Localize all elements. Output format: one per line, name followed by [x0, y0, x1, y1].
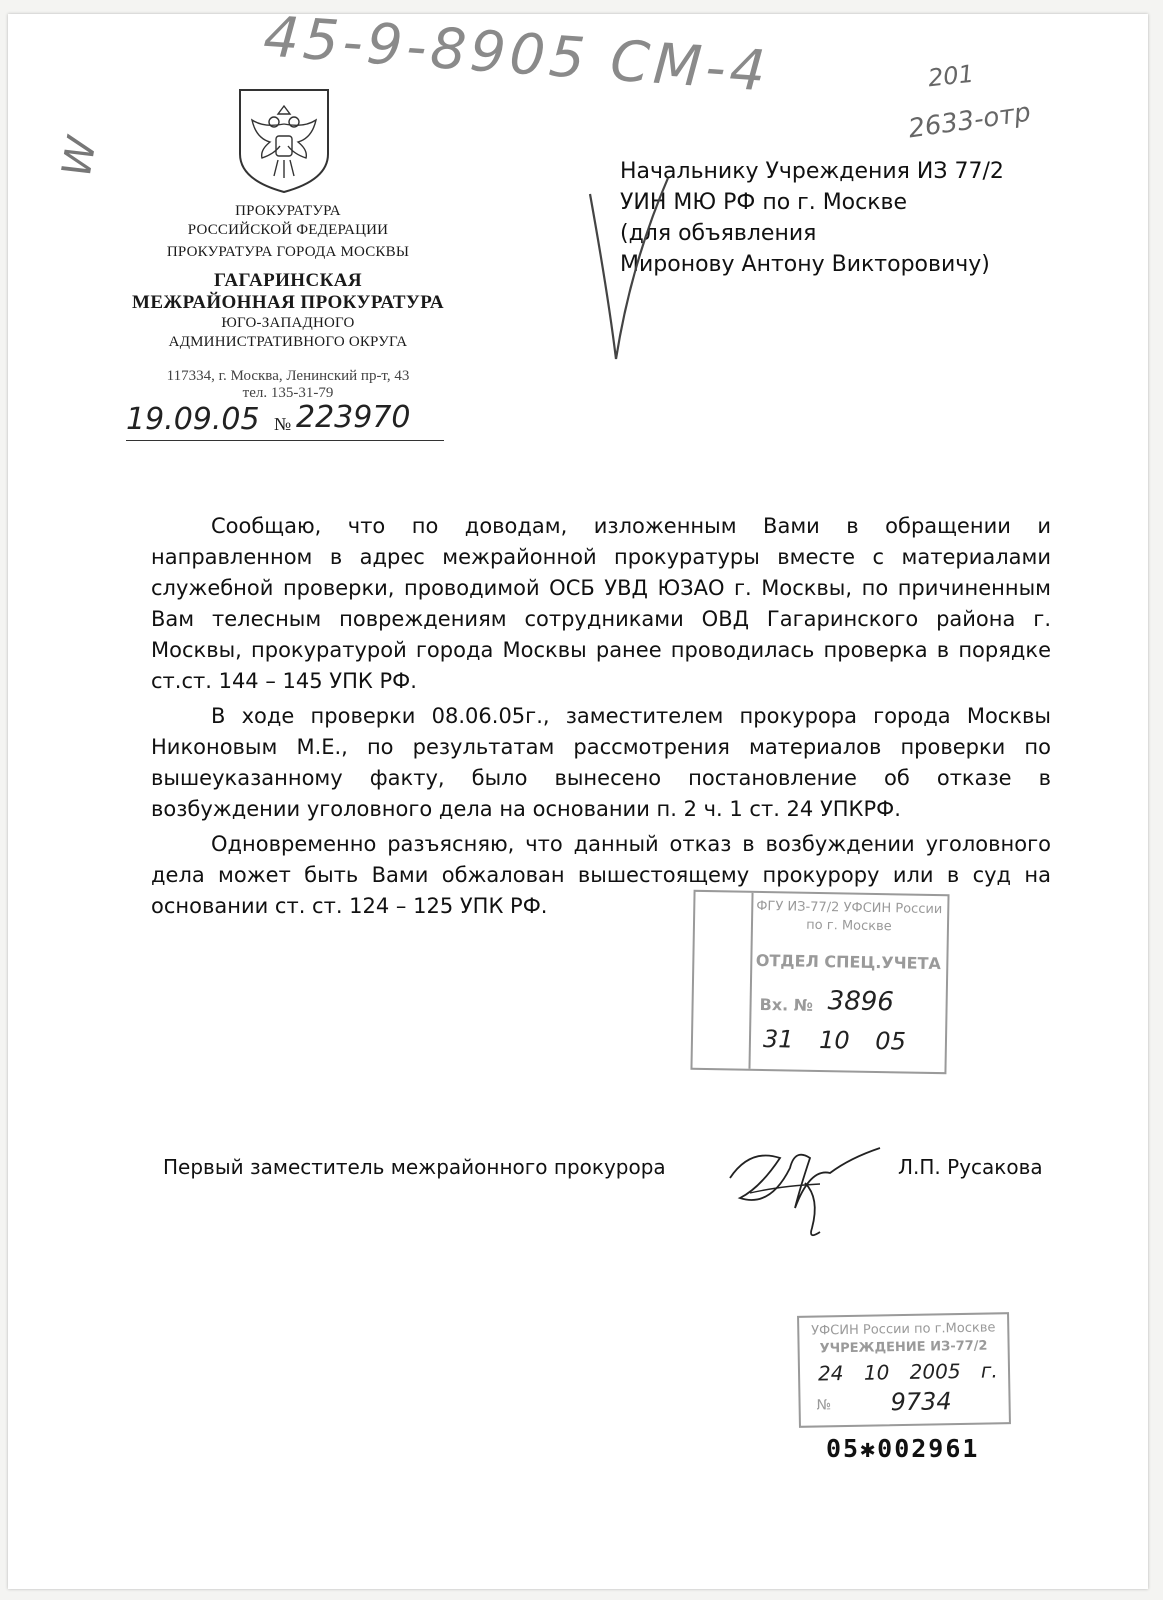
recipient-line-2: УИН МЮ РФ по г. Москве: [620, 190, 908, 215]
margin-mark-handwriting: W: [53, 133, 106, 181]
stamp1-vx-number: 3896: [827, 986, 895, 1018]
incoming-stamp: [797, 1312, 1011, 1428]
registry-handwriting: 45-9-8905 СМ-4: [261, 4, 772, 105]
body-paragraph-3: Одновременно разъясняю, что данный отказ в возбуждении уголовного дела может быть Вами обжалован вышестоящему прокурору или в суд на основании ст. ст. 124 – 125 УПК РФ.: [151, 832, 1051, 918]
signatory-title: Первый заместитель межрайонного прокурора: [163, 1155, 666, 1179]
stamp1-line2: по г. Москве: [806, 917, 892, 935]
sender-line-gagarinskaya: ГАГАРИНСКАЯ: [214, 270, 362, 291]
sender-line-yugozapadnogo: ЮГО-ЗАПАДНОГО: [221, 315, 355, 331]
sender-phone: тел. 135-31-79: [242, 385, 334, 401]
sender-line-mezhraionnaya: МЕЖРАЙОННАЯ ПРОКУРАТУРА: [132, 292, 444, 313]
stamp2-line1: УФСИН России по г.Москве: [811, 1320, 996, 1339]
sender-line-moscow: ПРОКУРАТУРА ГОРОДА МОСКВЫ: [166, 244, 410, 260]
stamp2-number: 9734: [890, 1387, 952, 1417]
letter-date: 19.09.05: [126, 402, 260, 437]
stamp2-no-label: №: [816, 1397, 832, 1414]
letter-body: [151, 511, 1051, 926]
sender-address: 117334, г. Москва, Ленинский пр-т, 43: [166, 368, 410, 384]
stamp1-date: 31 10 05: [762, 1025, 907, 1056]
recipient-line-3: (для объявления: [620, 221, 817, 246]
sender-line-prokuratura: ПРОКУРАТУРА: [235, 203, 341, 219]
date-number-line: [126, 400, 444, 441]
stamp2-line2: УЧРЕЖДЕНИЕ ИЗ-77/2: [819, 1338, 988, 1357]
recipient-line-1: Начальнику Учреждения ИЗ 77/2: [620, 159, 1004, 184]
registration-stamp: [690, 890, 949, 1074]
body-paragraph-2: В ходе проверки 08.06.05г., заместителем прокурора города Москвы Никоновым М.Е., по результатам рассмотрения материалов проверки по вышеуказанному факту, было вынесено постановление об отказе в возбуждении уголовного дела на основании п. 2 ч. 1 ст. 24 УПКРФ.: [151, 704, 1051, 821]
letter-page: [8, 4, 1148, 1589]
sender-line-okruga: АДМИНИСТРАТИВНОГО ОКРУГА: [168, 334, 408, 350]
letter-number: 223970: [296, 400, 411, 435]
sender-block: [118, 202, 458, 402]
handwritten-signature: [720, 1128, 890, 1248]
stamp1-vx-label: Вх. №: [759, 994, 814, 1015]
coat-of-arms-emblem: [234, 84, 334, 196]
number-sign: №: [274, 414, 292, 434]
signatory-name: Л.П. Русакова: [898, 1155, 1043, 1179]
stamp1-line1: ФГУ ИЗ-77/2 УФСИН России: [756, 898, 943, 918]
body-paragraph-1: Сообщаю, что по доводам, изложенным Вами в обращении и направленном в адрес межрайонной прокуратуры вместе с материалами служебной проверки, проводимой ОСБ УВД ЮЗАО г. Москвы, по причиненным Вам телесным повреждениям сотрудниками ОВД Гагаринского района г. Москвы, прокуратурой города Москвы ранее проводилась проверка в порядке ст.ст. 144 – 145 УПК РФ.: [151, 514, 1051, 693]
stamp2-date: 24 10 2005 г.: [817, 1358, 998, 1386]
corner-number-handwriting: 201: [926, 59, 976, 93]
stamp1-department: ОТДЕЛ СПЕЦ.УЧЕТА: [755, 950, 942, 974]
check-mark: [586, 174, 676, 374]
recipient-line-4: Миронову Антону Викторовичу): [620, 252, 990, 277]
corner-ref-handwriting: 2633-отр: [906, 97, 1033, 145]
sender-line-rf: РОССИЙСКОЙ ФЕДЕРАЦИИ: [187, 222, 389, 238]
recipient-block: [620, 156, 1040, 280]
serial-number: 05✱002961: [826, 1434, 980, 1463]
